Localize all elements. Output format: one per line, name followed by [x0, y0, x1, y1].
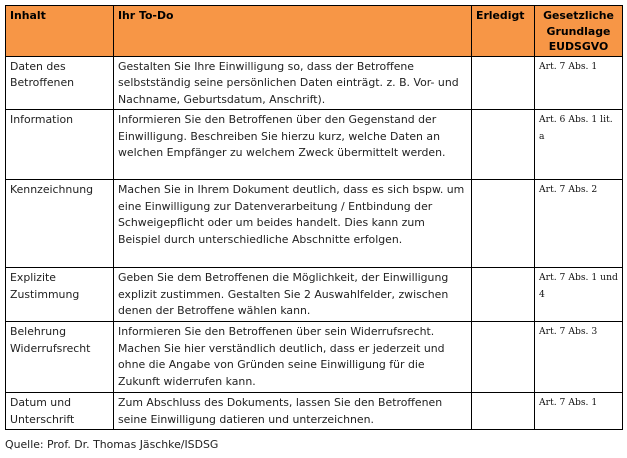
header-erledigt: Erledigt [472, 6, 535, 57]
cell-erledigt[interactable] [472, 268, 535, 322]
header-inhalt: Inhalt [6, 6, 114, 57]
cell-todo: Gestalten Sie Ihre Einwilligung so, dass der Betroffene selbstständig seine persönlichen Daten einträgt. z. B. Vor- und Nachname, Geburtsdatum, Anschrift). [114, 56, 472, 110]
header-legal: Gesetzliche Grundlage EUDSGVO [535, 6, 623, 57]
cell-todo: Geben Sie dem Betroffenen die Möglichkeit, der Einwilligung explizit zustimmen. Gestalten Sie 2 Auswahlfelder, zwischen denen der Betroffene wählen kann. [114, 268, 472, 322]
cell-todo: Zum Abschluss des Dokuments, lassen Sie den Betroffenen seine Einwilligung datieren und unterzeichnen. [114, 393, 472, 430]
cell-inhalt: Explizite Zustimmung [6, 268, 114, 322]
table-row [6, 110, 623, 180]
cell-todo: Informieren Sie den Betroffenen über sein Widerrufsrecht. Machen Sie hier verständlich deutlich, dass er jederzeit und ohne die Angabe von Gründen seine Einwilligung für die Zukunft widerrufen kann. [114, 322, 472, 393]
checklist-container [5, 5, 623, 430]
cell-inhalt: Belehrung Widerrufsrecht [6, 322, 114, 393]
checklist-table [5, 5, 623, 430]
cell-erledigt[interactable] [472, 180, 535, 268]
cell-inhalt: Datum und Unterschrift [6, 393, 114, 430]
table-header-row [6, 6, 623, 57]
table-row [6, 268, 623, 322]
table-row [6, 180, 623, 268]
cell-todo: Informieren Sie den Betroffenen über den Gegenstand der Einwilligung. Beschreiben Sie hierzu kurz, welche Daten an welchen Empfänger zu welchem Zweck übermittelt werden. [114, 110, 472, 180]
cell-erledigt[interactable] [472, 322, 535, 393]
cell-erledigt[interactable] [472, 393, 535, 430]
cell-inhalt: Information [6, 110, 114, 180]
cell-legal: Art. 7 Abs. 1 [535, 56, 623, 110]
table-row [6, 56, 623, 110]
cell-inhalt: Daten des Betroffenen [6, 56, 114, 110]
cell-inhalt: Kennzeichnung [6, 180, 114, 268]
table-row [6, 393, 623, 430]
cell-todo: Machen Sie in Ihrem Dokument deutlich, dass es sich bspw. um eine Einwilligung zur Datenverarbeitung / Entbindung der Schweigepflicht oder um beides handelt. Dies kann zum Beispiel durch unterschiedliche Abschnitte erfolgen. [114, 180, 472, 268]
cell-legal: Art. 7 Abs. 1 und 4 [535, 268, 623, 322]
header-todo: Ihr To-Do [114, 6, 472, 57]
cell-legal: Art. 6 Abs. 1 lit. a [535, 110, 623, 180]
cell-erledigt[interactable] [472, 56, 535, 110]
cell-legal: Art. 7 Abs. 2 [535, 180, 623, 268]
source-caption: Quelle: Prof. Dr. Thomas Jäschke/ISDSG [5, 438, 219, 451]
cell-legal: Art. 7 Abs. 1 [535, 393, 623, 430]
table-row [6, 322, 623, 393]
cell-erledigt[interactable] [472, 110, 535, 180]
cell-legal: Art. 7 Abs. 3 [535, 322, 623, 393]
